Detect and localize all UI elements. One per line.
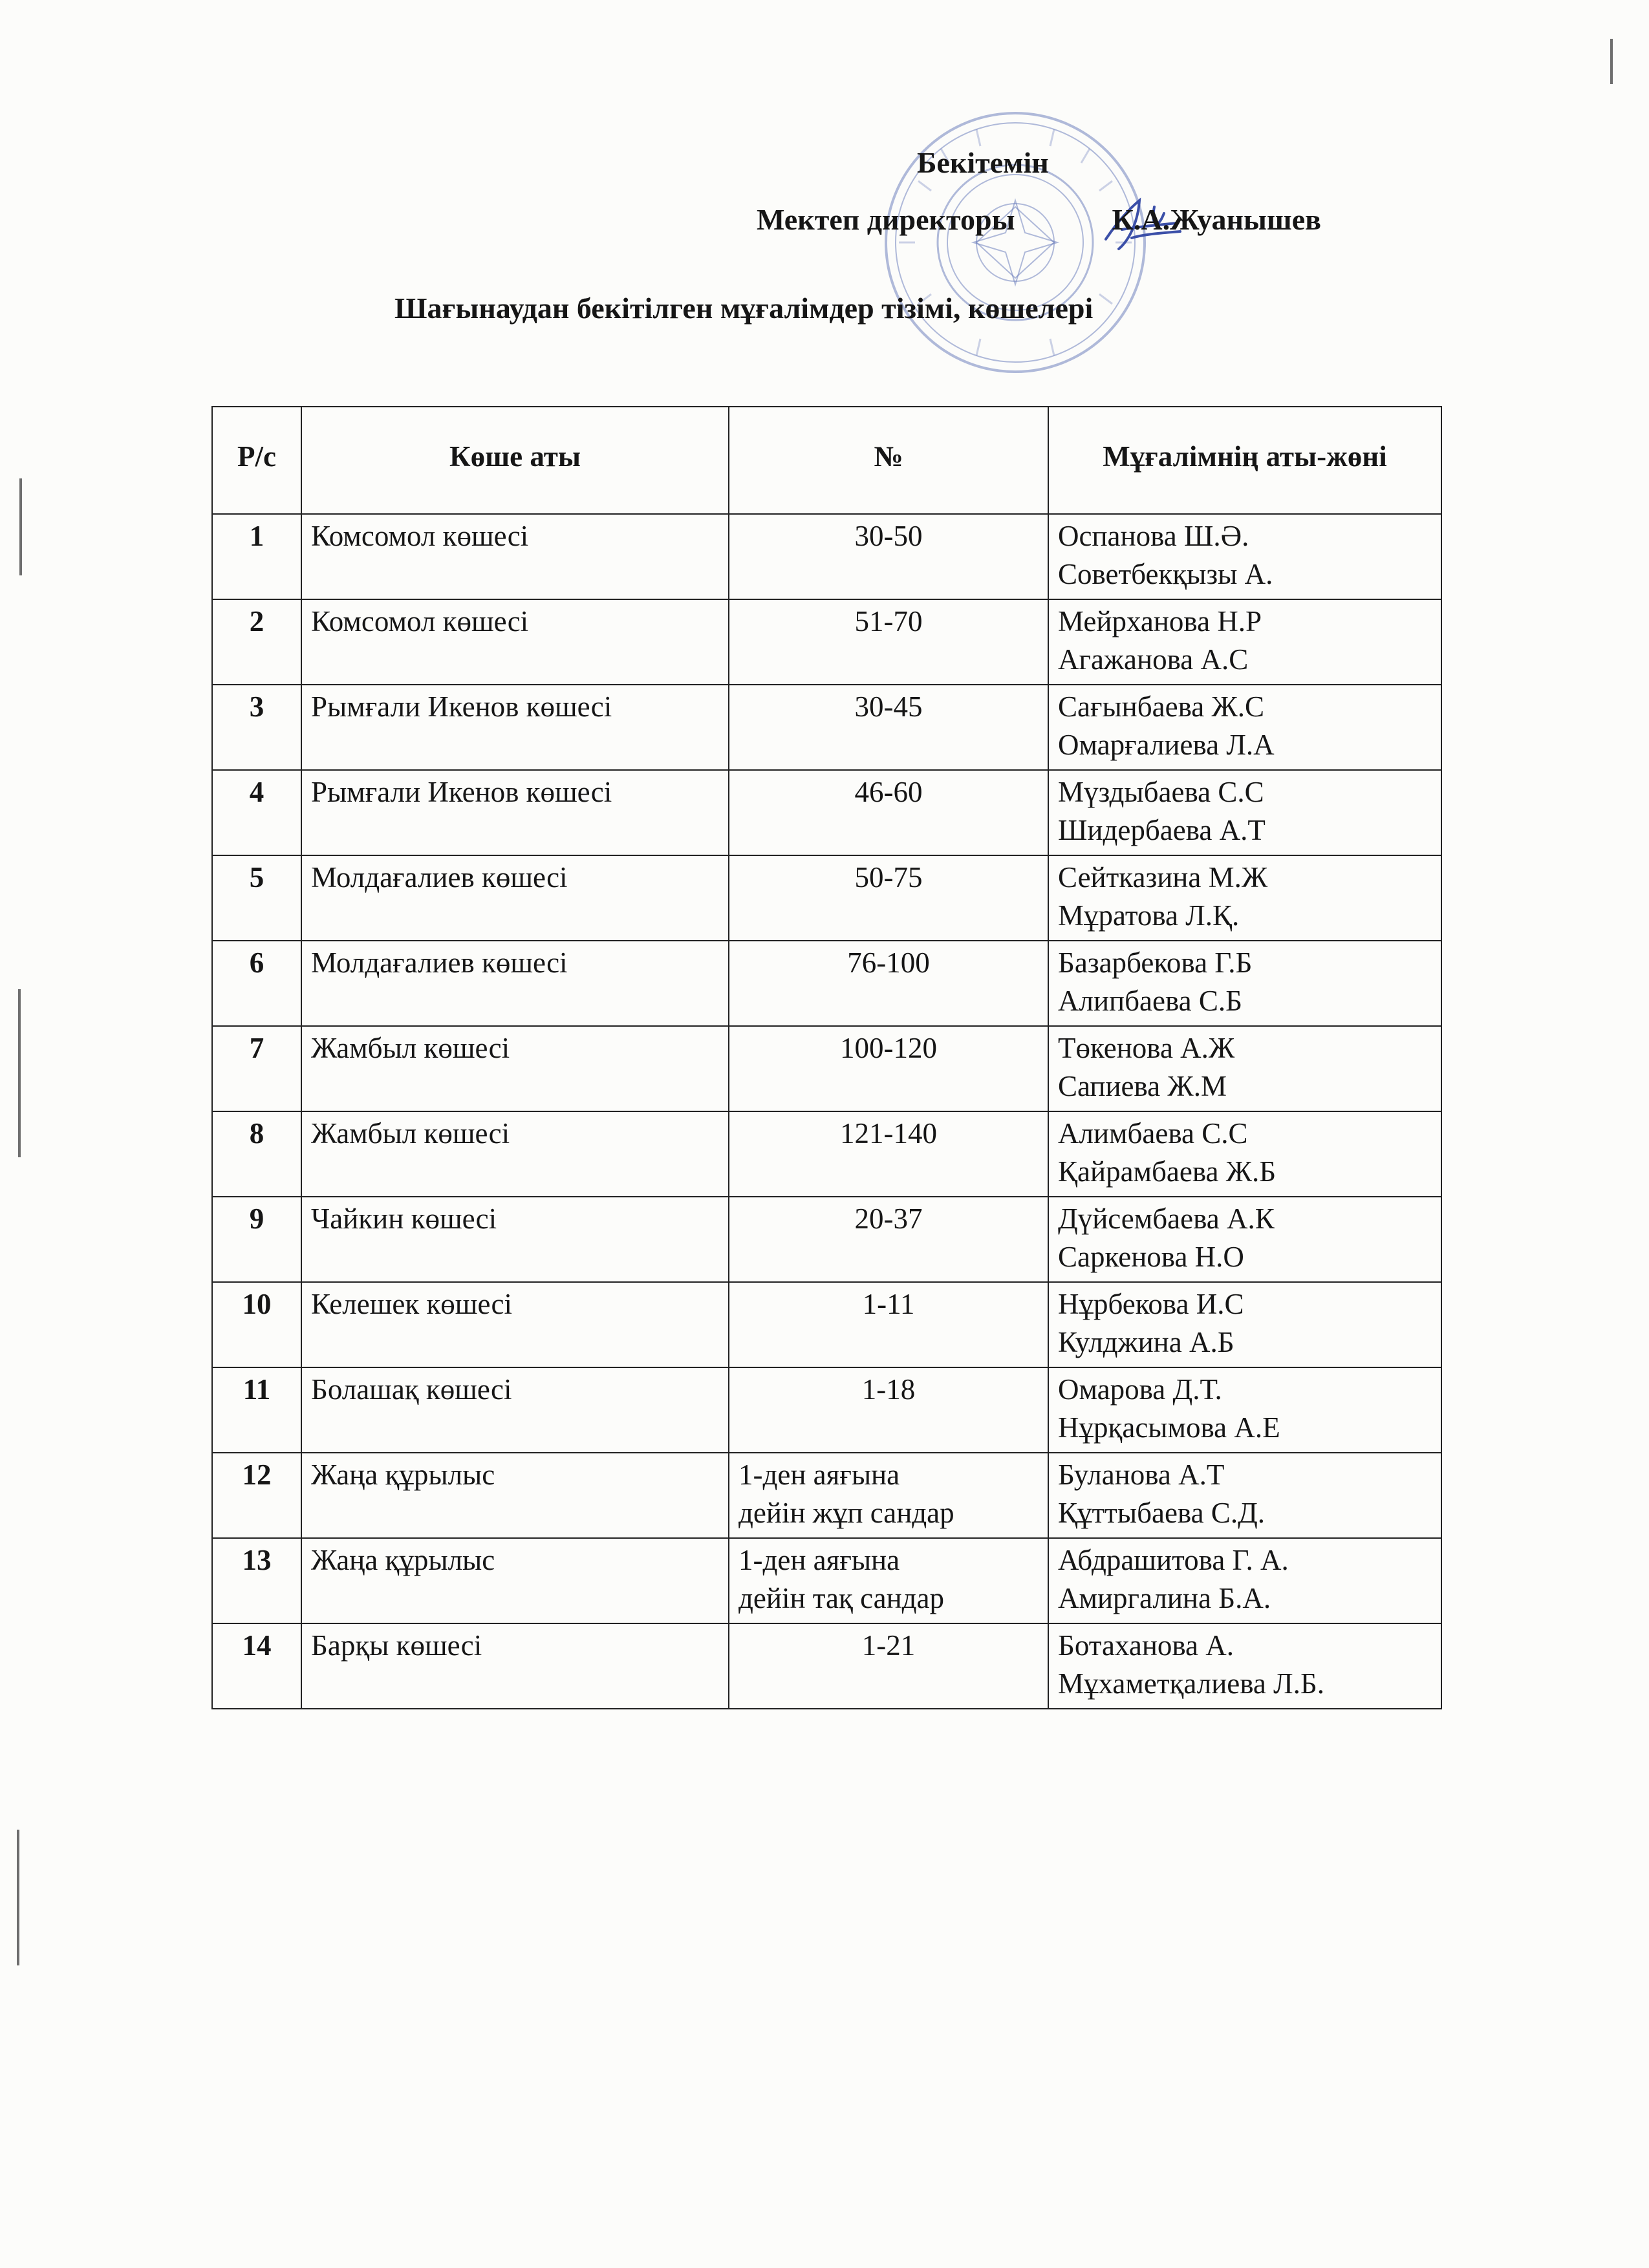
house-range-line: 1-11 [862,1288,915,1320]
house-range-cell [729,1111,1048,1197]
row-number-cell: 2 [212,599,301,685]
row-number-cell: 13 [212,1538,301,1623]
teacher-name: Абдрашитова Г. А. [1058,1544,1289,1576]
table-row [212,1367,1441,1453]
street-cell: Барқы көшесі [301,1623,729,1709]
teachers-cell [1048,855,1441,941]
teacher-name: Қайрамбаева Ж.Б [1058,1155,1277,1188]
table-row [212,1197,1441,1282]
header-teachers: Мұғалімнің аты-жөні [1048,407,1441,514]
row-number-cell: 5 [212,855,301,941]
row-number-cell: 14 [212,1623,301,1709]
house-range-line: 1-ден аяғына [738,1544,900,1576]
street-cell: Рымғали Икенов көшесі [301,770,729,855]
house-range-cell [729,1538,1048,1623]
table-header-row [212,407,1441,514]
row-number-cell: 1 [212,514,301,599]
row-number-cell: 8 [212,1111,301,1197]
teacher-name: Амиргалина Б.А. [1058,1582,1271,1614]
teacher-name: Агажанова А.С [1058,643,1249,676]
teacher-name: Нұрбекова И.С [1058,1288,1244,1320]
street-cell: Болашақ көшесі [301,1367,729,1453]
row-number-cell: 12 [212,1453,301,1538]
house-range-line: дейін тақ сандар [738,1582,945,1614]
teachers-cell [1048,1026,1441,1111]
teachers-cell [1048,1111,1441,1197]
street-cell: Комсомол көшесі [301,514,729,599]
teacher-name: Нұрқасымова А.Е [1058,1411,1280,1444]
teacher-name: Дүйсембаева А.К [1058,1203,1275,1235]
table-row [212,514,1441,599]
row-number-cell: 4 [212,770,301,855]
teachers-cell [1048,1623,1441,1709]
row-number-cell: 9 [212,1197,301,1282]
teachers-cell [1048,1367,1441,1453]
row-number-cell: 10 [212,1282,301,1367]
house-range-cell [729,855,1048,941]
teacher-name: Мүздыбаева С.С [1058,776,1264,808]
scan-artifact [17,1830,19,1965]
teacher-name: Базарбекова Г.Б [1058,947,1253,979]
approval-title: Бекітемін [917,146,1049,179]
house-range-cell [729,1197,1048,1282]
house-range-line: 76-100 [847,947,930,979]
table-row [212,599,1441,685]
house-range-line: 100-120 [840,1032,937,1064]
house-range-cell [729,941,1048,1026]
table-row [212,1453,1441,1538]
teachers-cell [1048,1453,1441,1538]
house-range-cell [729,1623,1048,1709]
house-range-line: 1-21 [861,1629,916,1662]
teacher-name: Мұхаметқалиева Л.Б. [1058,1667,1324,1700]
teacher-name: Сейтказина М.Ж [1058,861,1268,893]
street-cell: Молдағалиев көшесі [301,941,729,1026]
house-range-cell [729,1367,1048,1453]
teachers-cell [1048,514,1441,599]
house-range-line: дейін жұп сандар [738,1497,954,1529]
house-range-cell [729,1453,1048,1538]
house-range-line: 1-18 [861,1373,916,1406]
house-range-line: 30-50 [854,520,923,552]
house-range-cell [729,514,1048,599]
house-range-cell [729,599,1048,685]
table-row [212,1538,1441,1623]
table-row [212,770,1441,855]
teacher-name: Оспанова Ш.Ә. [1058,520,1249,552]
teacher-name: Ботаханова А. [1058,1629,1234,1662]
teacher-name: Буланова А.Т [1058,1459,1225,1491]
teachers-cell [1048,685,1441,770]
street-cell: Чайкин көшесі [301,1197,729,1282]
house-range-line: 51-70 [854,605,923,637]
house-range-line: 46-60 [854,776,923,808]
teacher-name: Алипбаева С.Б [1058,985,1242,1017]
house-range-line: 30-45 [854,690,923,723]
approval-position: Мектеп директоры [757,203,1015,236]
teacher-name: Омарғалиева Л.А [1058,729,1275,761]
table-row [212,1026,1441,1111]
teacher-name: Мұратова Л.Қ. [1058,899,1240,932]
table-row [212,1111,1441,1197]
row-number-cell: 7 [212,1026,301,1111]
document-title: Шағынаудан бекітілген мұғалімдер тізімі, көшелері [394,292,1094,325]
street-cell: Комсомол көшесі [301,599,729,685]
table-row [212,855,1441,941]
header-street: Көше аты [301,407,729,514]
house-range-line: 50-75 [854,861,923,893]
teacher-name: Сағынбаева Ж.С [1058,690,1265,723]
table-body [212,514,1441,1709]
teachers-cell [1048,1282,1441,1367]
house-range-cell [729,685,1048,770]
teachers-cell [1048,1538,1441,1623]
row-number-cell: 6 [212,941,301,1026]
teacher-name: Алимбаева С.С [1058,1117,1248,1150]
header-number: Р/с [212,407,301,514]
approval-name: К.А.Жуанышев [1112,203,1321,236]
house-range-cell [729,1026,1048,1111]
teacher-name: Советбекқызы А. [1058,558,1273,590]
street-cell: Келешек көшесі [301,1282,729,1367]
house-range-line: 121-140 [840,1117,937,1150]
street-cell: Жамбыл көшесі [301,1026,729,1111]
teachers-table [211,406,1442,1709]
teacher-name: Омарова Д.Т. [1058,1373,1222,1406]
teachers-cell [1048,599,1441,685]
table-row [212,1282,1441,1367]
teacher-name: Сапиева Ж.М [1058,1070,1227,1102]
teacher-name: Саркенова Н.О [1058,1241,1244,1273]
teachers-cell [1048,1197,1441,1282]
teacher-name: Кулджина А.Б [1058,1326,1234,1358]
scan-artifact [18,989,21,1157]
street-cell: Жаңа құрылыс [301,1538,729,1623]
scan-artifact [19,478,22,575]
row-number-cell: 11 [212,1367,301,1453]
street-cell: Молдағалиев көшесі [301,855,729,941]
teacher-name: Төкенова А.Ж [1058,1032,1235,1064]
row-number-cell: 3 [212,685,301,770]
table-row [212,685,1441,770]
street-cell: Жамбыл көшесі [301,1111,729,1197]
house-range-line: 20-37 [854,1203,923,1235]
teachers-cell [1048,770,1441,855]
house-range-line: 1-ден аяғына [738,1459,900,1491]
street-cell: Жаңа құрылыс [301,1453,729,1538]
header-house-range: № [729,407,1048,514]
table-row [212,941,1441,1026]
house-range-cell [729,770,1048,855]
table-row [212,1623,1441,1709]
teacher-name: Мейрханова Н.Р [1058,605,1262,637]
house-range-cell [729,1282,1048,1367]
teachers-cell [1048,941,1441,1026]
scan-artifact [1610,39,1613,84]
teacher-name: Құттыбаева С.Д. [1058,1497,1266,1529]
approval-line [757,202,1321,237]
teacher-name: Шидербаева А.Т [1058,814,1266,846]
street-cell: Рымғали Икенов көшесі [301,685,729,770]
